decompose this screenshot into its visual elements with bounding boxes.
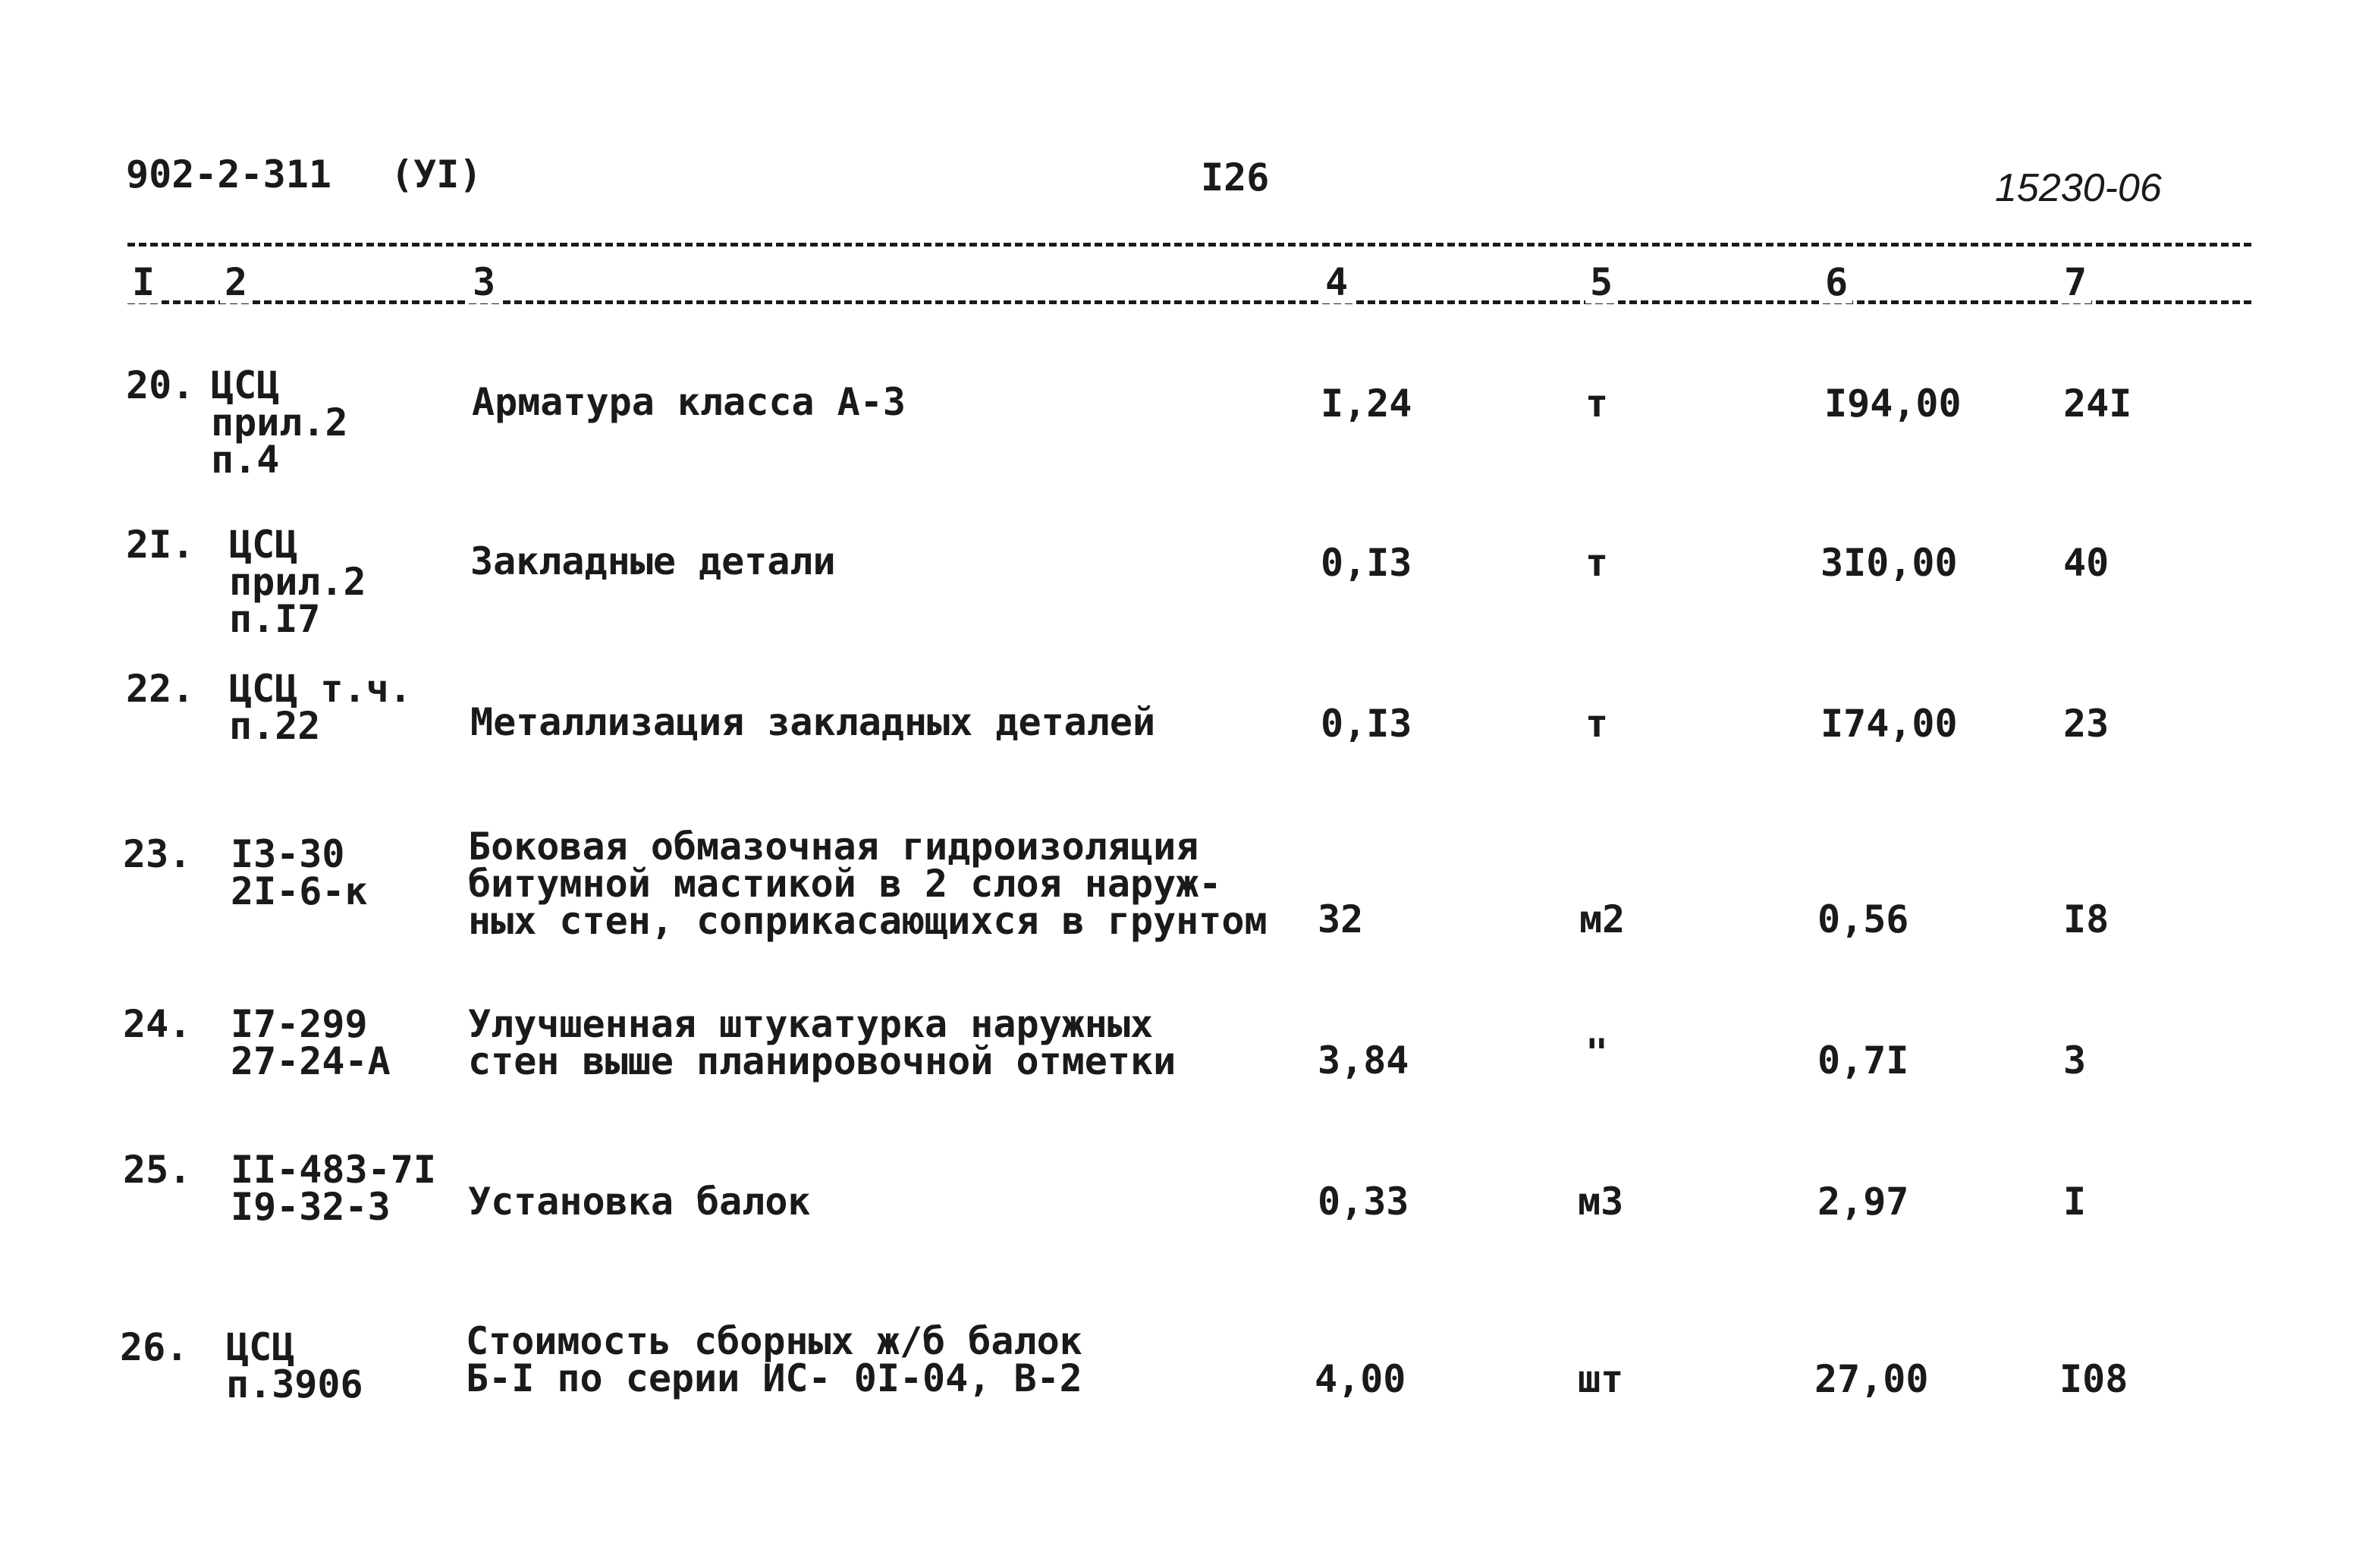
header-rule-bottom: [127, 300, 2251, 304]
row-price: I74,00: [1821, 702, 1958, 746]
column-header-2: 2: [220, 261, 252, 303]
row-number: 24.: [123, 1002, 192, 1046]
row-total: I8: [2063, 897, 2110, 941]
section-label: (УI): [391, 152, 482, 196]
row-quantity: 0,33: [1318, 1180, 1409, 1224]
sheet-id: 15230-06: [1995, 166, 2162, 210]
row-reference: ЦСЦ п.3906: [226, 1325, 363, 1406]
row-quantity: I,24: [1321, 382, 1412, 426]
row-reference: I7-299 27-24-А: [231, 1002, 391, 1083]
row-quantity: 3,84: [1318, 1039, 1409, 1083]
column-header-1: I: [127, 261, 159, 303]
row-unit: шт: [1578, 1357, 1624, 1401]
row-reference: I3-30 2I-6-к: [231, 832, 368, 913]
column-header-7: 7: [2059, 261, 2091, 303]
row-price: 3I0,00: [1821, 541, 1958, 585]
row-price: 0,56: [1817, 897, 1909, 941]
row-quantity: 32: [1318, 897, 1364, 941]
row-price: I94,00: [1824, 382, 1962, 426]
row-description: Закладные детали: [470, 539, 836, 583]
page-number: I26: [1201, 156, 1270, 200]
row-total: I: [2063, 1180, 2087, 1224]
column-header-6: 6: [1821, 261, 1852, 303]
row-total: 40: [2063, 541, 2110, 585]
row-reference: ЦСЦ прил.2 п.I7: [229, 523, 366, 641]
row-number: 25.: [123, 1148, 192, 1192]
row-number: 26.: [120, 1325, 189, 1369]
row-description: Стоимость сборных ж/б балок Б-I по серии ИС- 0I-04, В-2: [466, 1319, 1082, 1400]
row-unit: т: [1585, 541, 1609, 585]
row-description: Боковая обмазочная гидроизоляция битумной мастикой в 2 слоя наруж- ных стен, соприкасающихся в грунтом: [468, 825, 1268, 943]
row-description: Улучшенная штукатурка наружных стен выше планировочной отметки: [468, 1002, 1177, 1083]
row-quantity: 4,00: [1315, 1357, 1406, 1401]
row-number: 2I.: [126, 523, 195, 567]
row-price: 27,00: [1814, 1357, 1929, 1401]
row-unit: т: [1585, 382, 1609, 426]
row-unit: м3: [1578, 1180, 1624, 1224]
column-header-5: 5: [1585, 261, 1617, 303]
row-total: I08: [2059, 1357, 2128, 1401]
row-total: 23: [2063, 702, 2110, 746]
row-description: Арматура класса А-3: [472, 380, 906, 424]
row-reference: ЦСЦ прил.2 п.4: [211, 363, 348, 482]
row-total: 24I: [2063, 382, 2132, 426]
row-total: 3: [2063, 1039, 2087, 1083]
row-price: 2,97: [1817, 1180, 1909, 1224]
row-description: Установка балок: [468, 1180, 811, 1224]
row-reference: II-483-7I I9-32-3: [231, 1148, 436, 1229]
column-header-3: 3: [468, 261, 500, 303]
column-header-4: 4: [1321, 261, 1352, 303]
row-unit: ": [1585, 1031, 1609, 1075]
row-number: 22.: [126, 667, 195, 711]
row-price: 0,7I: [1817, 1039, 1909, 1083]
row-reference: ЦСЦ т.ч. п.22: [229, 667, 412, 748]
document-code: 902-2-311: [126, 152, 331, 196]
row-unit: м2: [1579, 897, 1626, 941]
row-number: 23.: [123, 832, 192, 876]
header-rule-top: [127, 243, 2251, 247]
row-quantity: 0,I3: [1321, 541, 1412, 585]
row-description: Металлизация закладных деталей: [470, 700, 1156, 744]
row-number: 20.: [126, 363, 195, 407]
row-unit: т: [1585, 702, 1609, 746]
row-quantity: 0,I3: [1321, 702, 1412, 746]
